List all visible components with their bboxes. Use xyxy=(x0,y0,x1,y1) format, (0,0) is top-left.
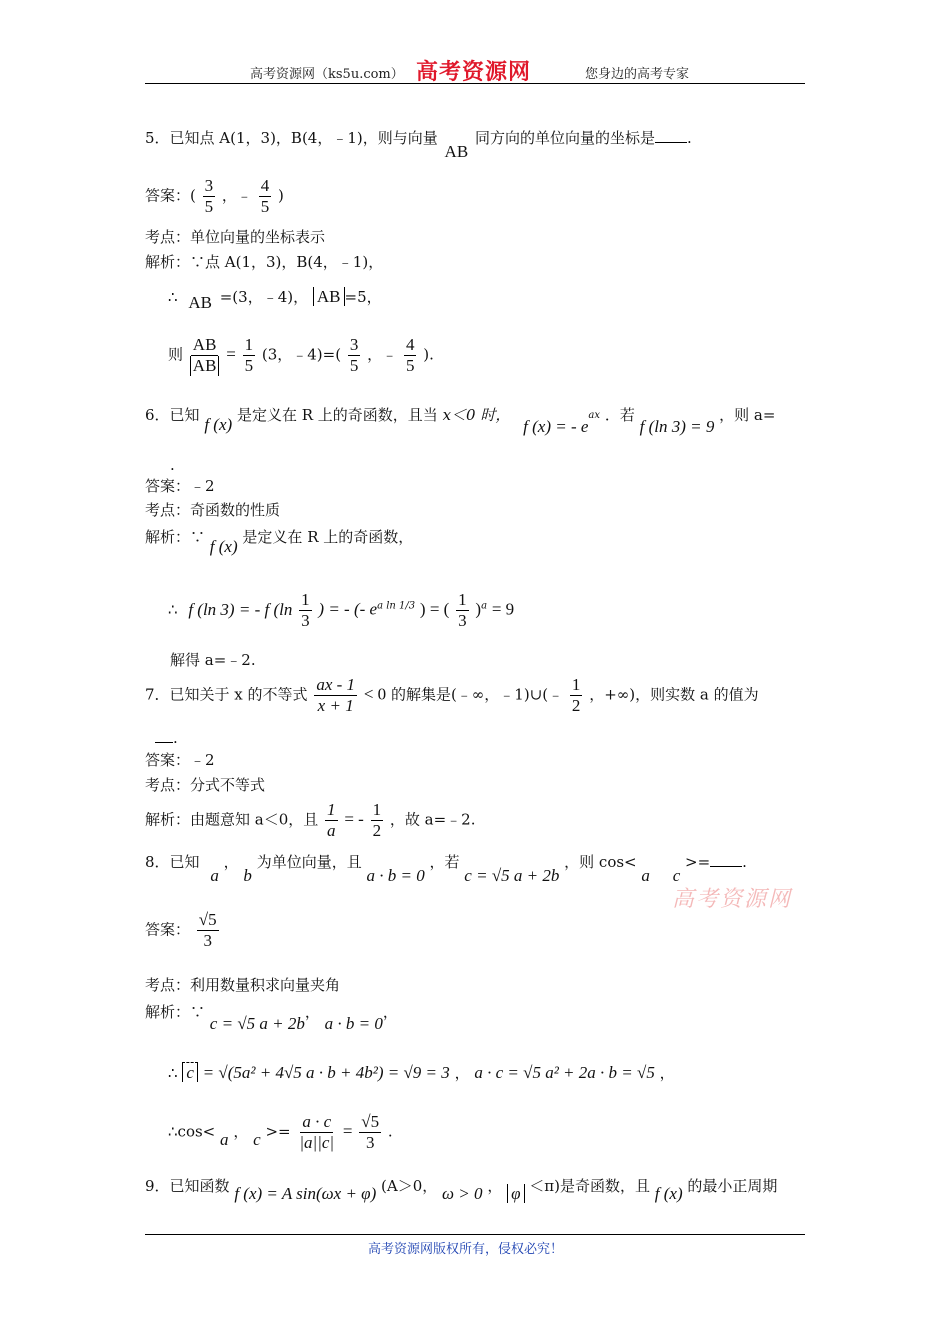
header-site: 高考资源网（ks5u.com） xyxy=(250,67,404,82)
q5-answer: 答案：( $\frac{3}{5}$ ，﹣ $\frac{4}{5}$ ) xyxy=(145,176,284,216)
q7-cont: . xyxy=(155,728,178,748)
header-logo: 高考资源网 xyxy=(416,59,532,85)
q7-jiexi: 解析：由题意知 a＜0，且 $\frac{1}{a}$ = - $\frac{1}{2}$ ，故 a=﹣2. xyxy=(145,800,476,840)
q5-jiexi: 解析：∵点 A(1，3)，B(4，﹣1)， xyxy=(145,253,384,271)
q6-line1: ∴ f (ln 3) = - f (ln $\frac{1}{3}$ ) = - (- $e^{a ln 1/3}$ ) = ( $\frac{1}{3}$ )$^a$ = 9 xyxy=(168,590,515,630)
q5-kaodian: 考点：单位向量的坐标表示 xyxy=(145,228,326,246)
q6-stem: 6．已知 f (x) 是定义在 R 上的奇函数，且当 x＜0 时， f (x) = - $e^{ax}$ ．若 f (ln 3) = 9 ，则 a= xyxy=(145,406,776,436)
q6-kaodian: 考点：奇函数的性质 xyxy=(145,501,281,519)
q6-jiexi: 解析：∵ f (x) 是定义在 R 上的奇函数， xyxy=(145,528,414,556)
q8-kaodian: 考点：利用数量积求向量夹角 xyxy=(145,976,341,994)
q7-stem: 7．已知关于 x 的不等式 $\frac{ax - 1}{x + 1}$ < 0 的解集是(﹣∞，﹣1)∪(﹣ $\frac{1}{2}$ ，+∞)，则实数 a 的值为 xyxy=(145,675,759,715)
q5-stem: 5．已知点 A(1，3)，B(4，﹣1)，则与向量 AB 同方向的单位向量的坐标是 . xyxy=(145,129,692,161)
q6-answer: 答案：﹣2 xyxy=(145,477,215,495)
q8-line1: ∴ c = √(5a² + 4√5 a · b + 4b²) = √9 = 3 ， a · c = √5 a² + 2a · b = √5 ， xyxy=(168,1063,675,1082)
q8-stem: 8．已知 a ， b 为单位向量，且 a · b = 0 ，若 c = √5 a + 2b ，则 cos< a c >= . xyxy=(145,853,747,885)
q5-line1: ∴ AB =(3，﹣4)， AB =5， xyxy=(168,287,382,312)
q5-line2: 则 $\frac{AB}{AB}$ = $\frac{1}{5}$ (3，﹣4)=( $\frac{3}{5}$ ，﹣ $\frac{4}{5}$ ). xyxy=(168,335,434,375)
q8-line2: ∴cos< a ， c >= $\frac{a \cdot c}{|a||c|}$ = $\frac{√5}{3}$ . xyxy=(168,1112,393,1152)
header-slogan: 您身边的高考专家 xyxy=(585,67,690,82)
header-rule xyxy=(145,83,805,84)
q8-jiexi: 解析：∵ c = √5 a + 2b， a · b = 0， xyxy=(145,1003,398,1033)
q9-stem: 9．已知函数 f (x) = A sin(ωx + φ) (A＞0， ω > 0 ， φ ＜π)是奇函数，且 f (x) 的最小正周期 xyxy=(145,1177,778,1203)
footer-text: 高考资源网版权所有，侵权必究！ xyxy=(368,1242,564,1257)
q7-kaodian: 考点：分式不等式 xyxy=(145,776,266,794)
q7-answer: 答案：﹣2 xyxy=(145,751,215,769)
watermark-logo: 高考资源网 xyxy=(672,887,793,912)
footer-rule xyxy=(145,1234,805,1235)
q8-answer: 答案： $\frac{√5}{3}$ xyxy=(145,910,217,950)
q6-cont: . xyxy=(170,456,175,474)
q6-solution: 解得 a=﹣2. xyxy=(170,651,256,669)
